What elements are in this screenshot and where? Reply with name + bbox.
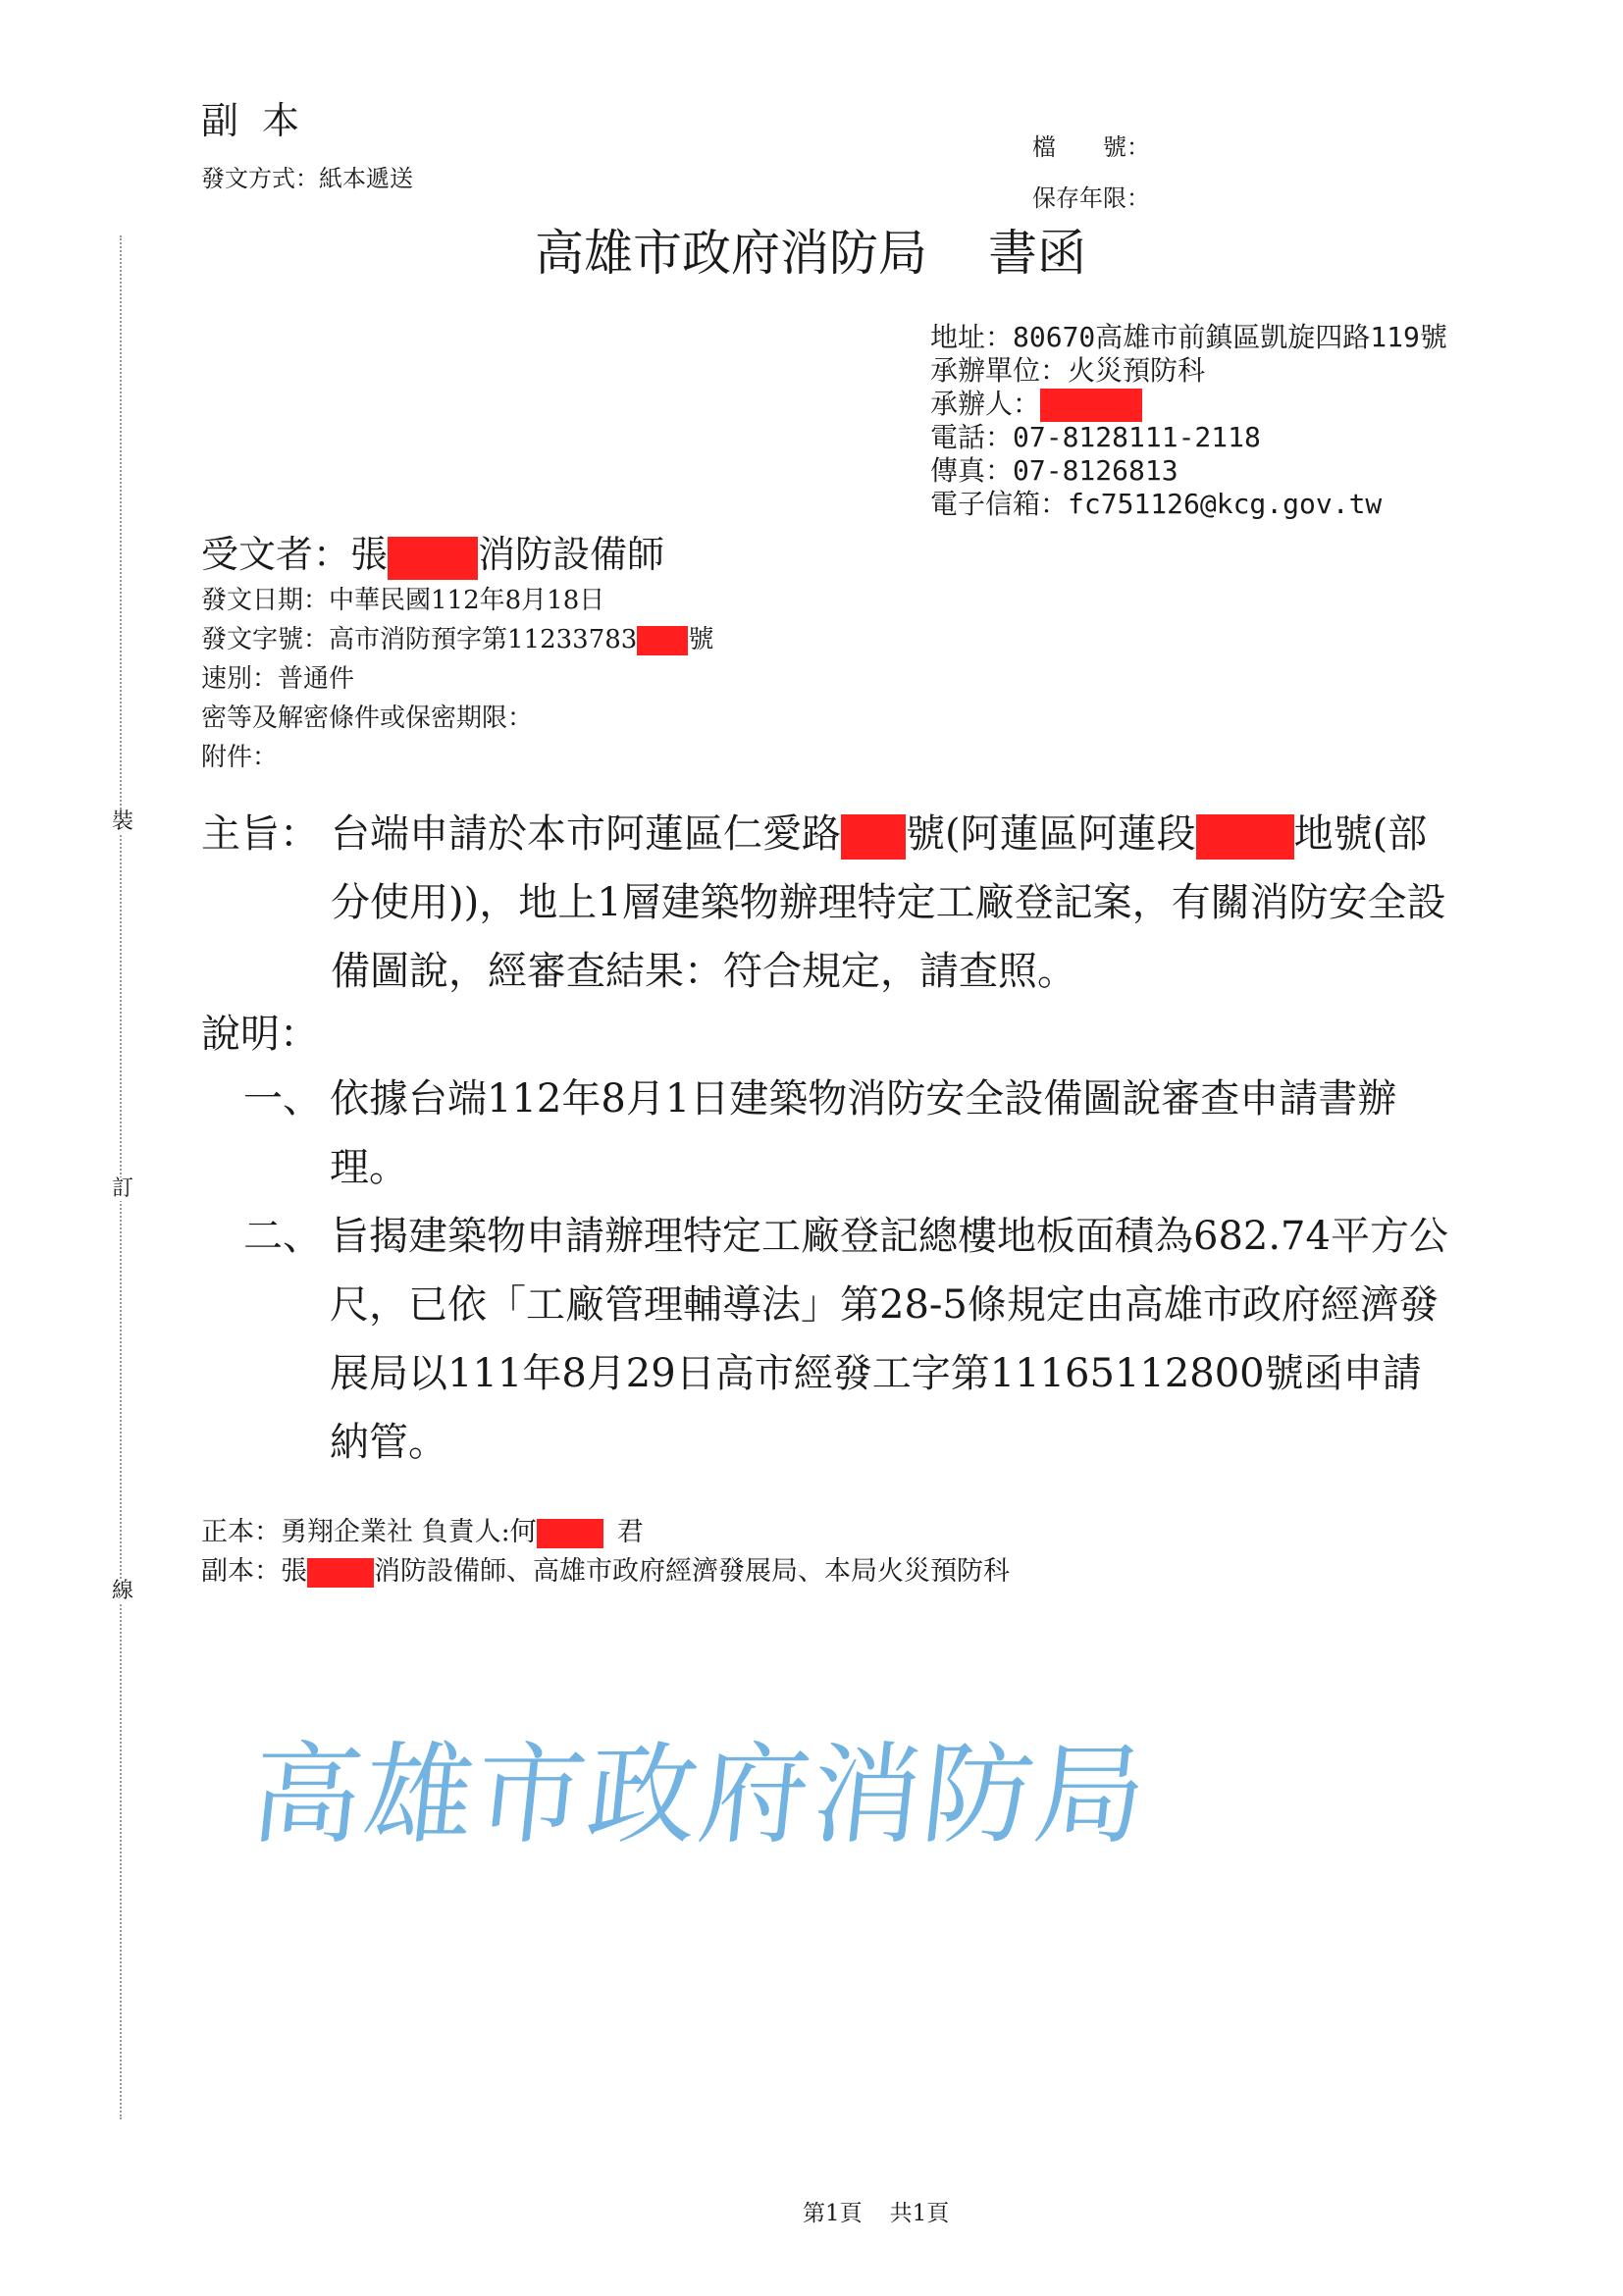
redaction-mark	[537, 1519, 603, 1548]
reference-number	[201, 620, 713, 659]
subject-label: 主旨：	[201, 811, 319, 857]
item-text: 旨揭建築物申請辦理特定工廠登記總樓地板面積為682.74平方公尺，已依「工廠管理輔導法」第28-5條規定由高雄市政府經濟發展局以111年8月29日高市經發工字第11165112800號函申請納管。	[330, 1214, 1448, 1465]
redaction-mark	[1040, 389, 1142, 422]
page-number: 第1頁	[803, 2201, 863, 2226]
recipient-line	[201, 524, 664, 580]
explanation-label: 說明：	[201, 1012, 319, 1057]
attachments: 附件：	[201, 743, 279, 772]
contact-phone: 電話：07-8128111-2118	[930, 421, 1261, 453]
contact-block	[930, 321, 1447, 521]
contact-officer	[930, 388, 1447, 421]
contact-unit: 承辦單位：火災預防科	[930, 354, 1206, 387]
distribution-block	[201, 1513, 1010, 1592]
redaction-mark	[841, 814, 906, 860]
contact-address: 地址：80670高雄市前鎮區凱旋四路119號	[930, 321, 1447, 353]
subject-part-2: 號(阿蓮區阿蓮段	[906, 811, 1196, 857]
copies-prefix: 副本：張	[201, 1556, 307, 1587]
item-text: 依據台端112年8月1日建築物消防安全設備圖說審查申請書辦理。	[330, 1076, 1397, 1190]
redaction-mark	[637, 626, 688, 655]
officer-label: 承辦人：	[930, 388, 1041, 420]
agency-stamp: 高雄市政府消防局	[245, 1732, 1154, 1859]
binding-char-ding: 訂	[112, 1176, 134, 1201]
redaction-mark	[1196, 814, 1294, 860]
contact-email: 電子信箱：fc751126@kcg.gov.tw	[930, 488, 1383, 520]
issue-date: 發文日期：中華民國112年8月18日	[201, 586, 605, 615]
explanation-item-1	[243, 1065, 1460, 1202]
subject-part-3: 地號(部分使用))，地上1層建築物辦理特定工廠登記案，有關消防安全設備圖說，經審查結果：符合規定，請查照。	[331, 811, 1446, 994]
original-suffix: 君	[616, 1517, 644, 1547]
secrecy-level: 密等及解密條件或保密期限：	[201, 704, 534, 733]
original-recipient	[201, 1513, 1010, 1552]
reference-prefix: 發文字號：高市消防預字第11233783	[201, 625, 638, 654]
document-meta	[201, 581, 713, 777]
subject-section	[201, 800, 1457, 1006]
subject-part-1: 台端申請於本市阿蓮區仁愛路	[331, 811, 841, 857]
recipient-label: 受文者：張	[201, 533, 389, 576]
file-number-label: 檔 號：	[1032, 133, 1150, 161]
recipient-title: 消防設備師	[478, 533, 665, 576]
copy-label: 副本	[201, 99, 324, 142]
original-prefix: 正本：勇翔企業社 負責人:何	[201, 1517, 537, 1547]
retention-label: 保存年限：	[1032, 184, 1150, 212]
copy-recipients	[201, 1552, 1010, 1592]
page-footer	[803, 2195, 949, 2227]
copies-suffix: 消防設備師、高雄市政府經濟發展局、本局火災預防科	[374, 1556, 1010, 1587]
binding-char-zhuang: 裝	[112, 809, 134, 834]
speed-category: 速別：普通件	[201, 664, 355, 694]
redaction-mark	[307, 1558, 374, 1588]
contact-fax: 傳真：07-8126813	[930, 454, 1178, 487]
reference-suffix: 號	[688, 625, 714, 654]
item-number: 一、	[243, 1076, 322, 1122]
doc-type: 書函	[988, 225, 1086, 282]
send-method: 發文方式：紙本遞送	[201, 165, 413, 192]
agency-name: 高雄市政府消防局	[535, 225, 927, 282]
subject-text	[331, 800, 1457, 1006]
page-total: 共1頁	[889, 2201, 950, 2226]
letter-title	[535, 214, 1086, 285]
item-number: 二、	[243, 1214, 322, 1259]
explanation-item-2	[243, 1202, 1460, 1477]
binding-char-xian: 線	[112, 1579, 134, 1603]
redaction-mark	[388, 537, 478, 580]
